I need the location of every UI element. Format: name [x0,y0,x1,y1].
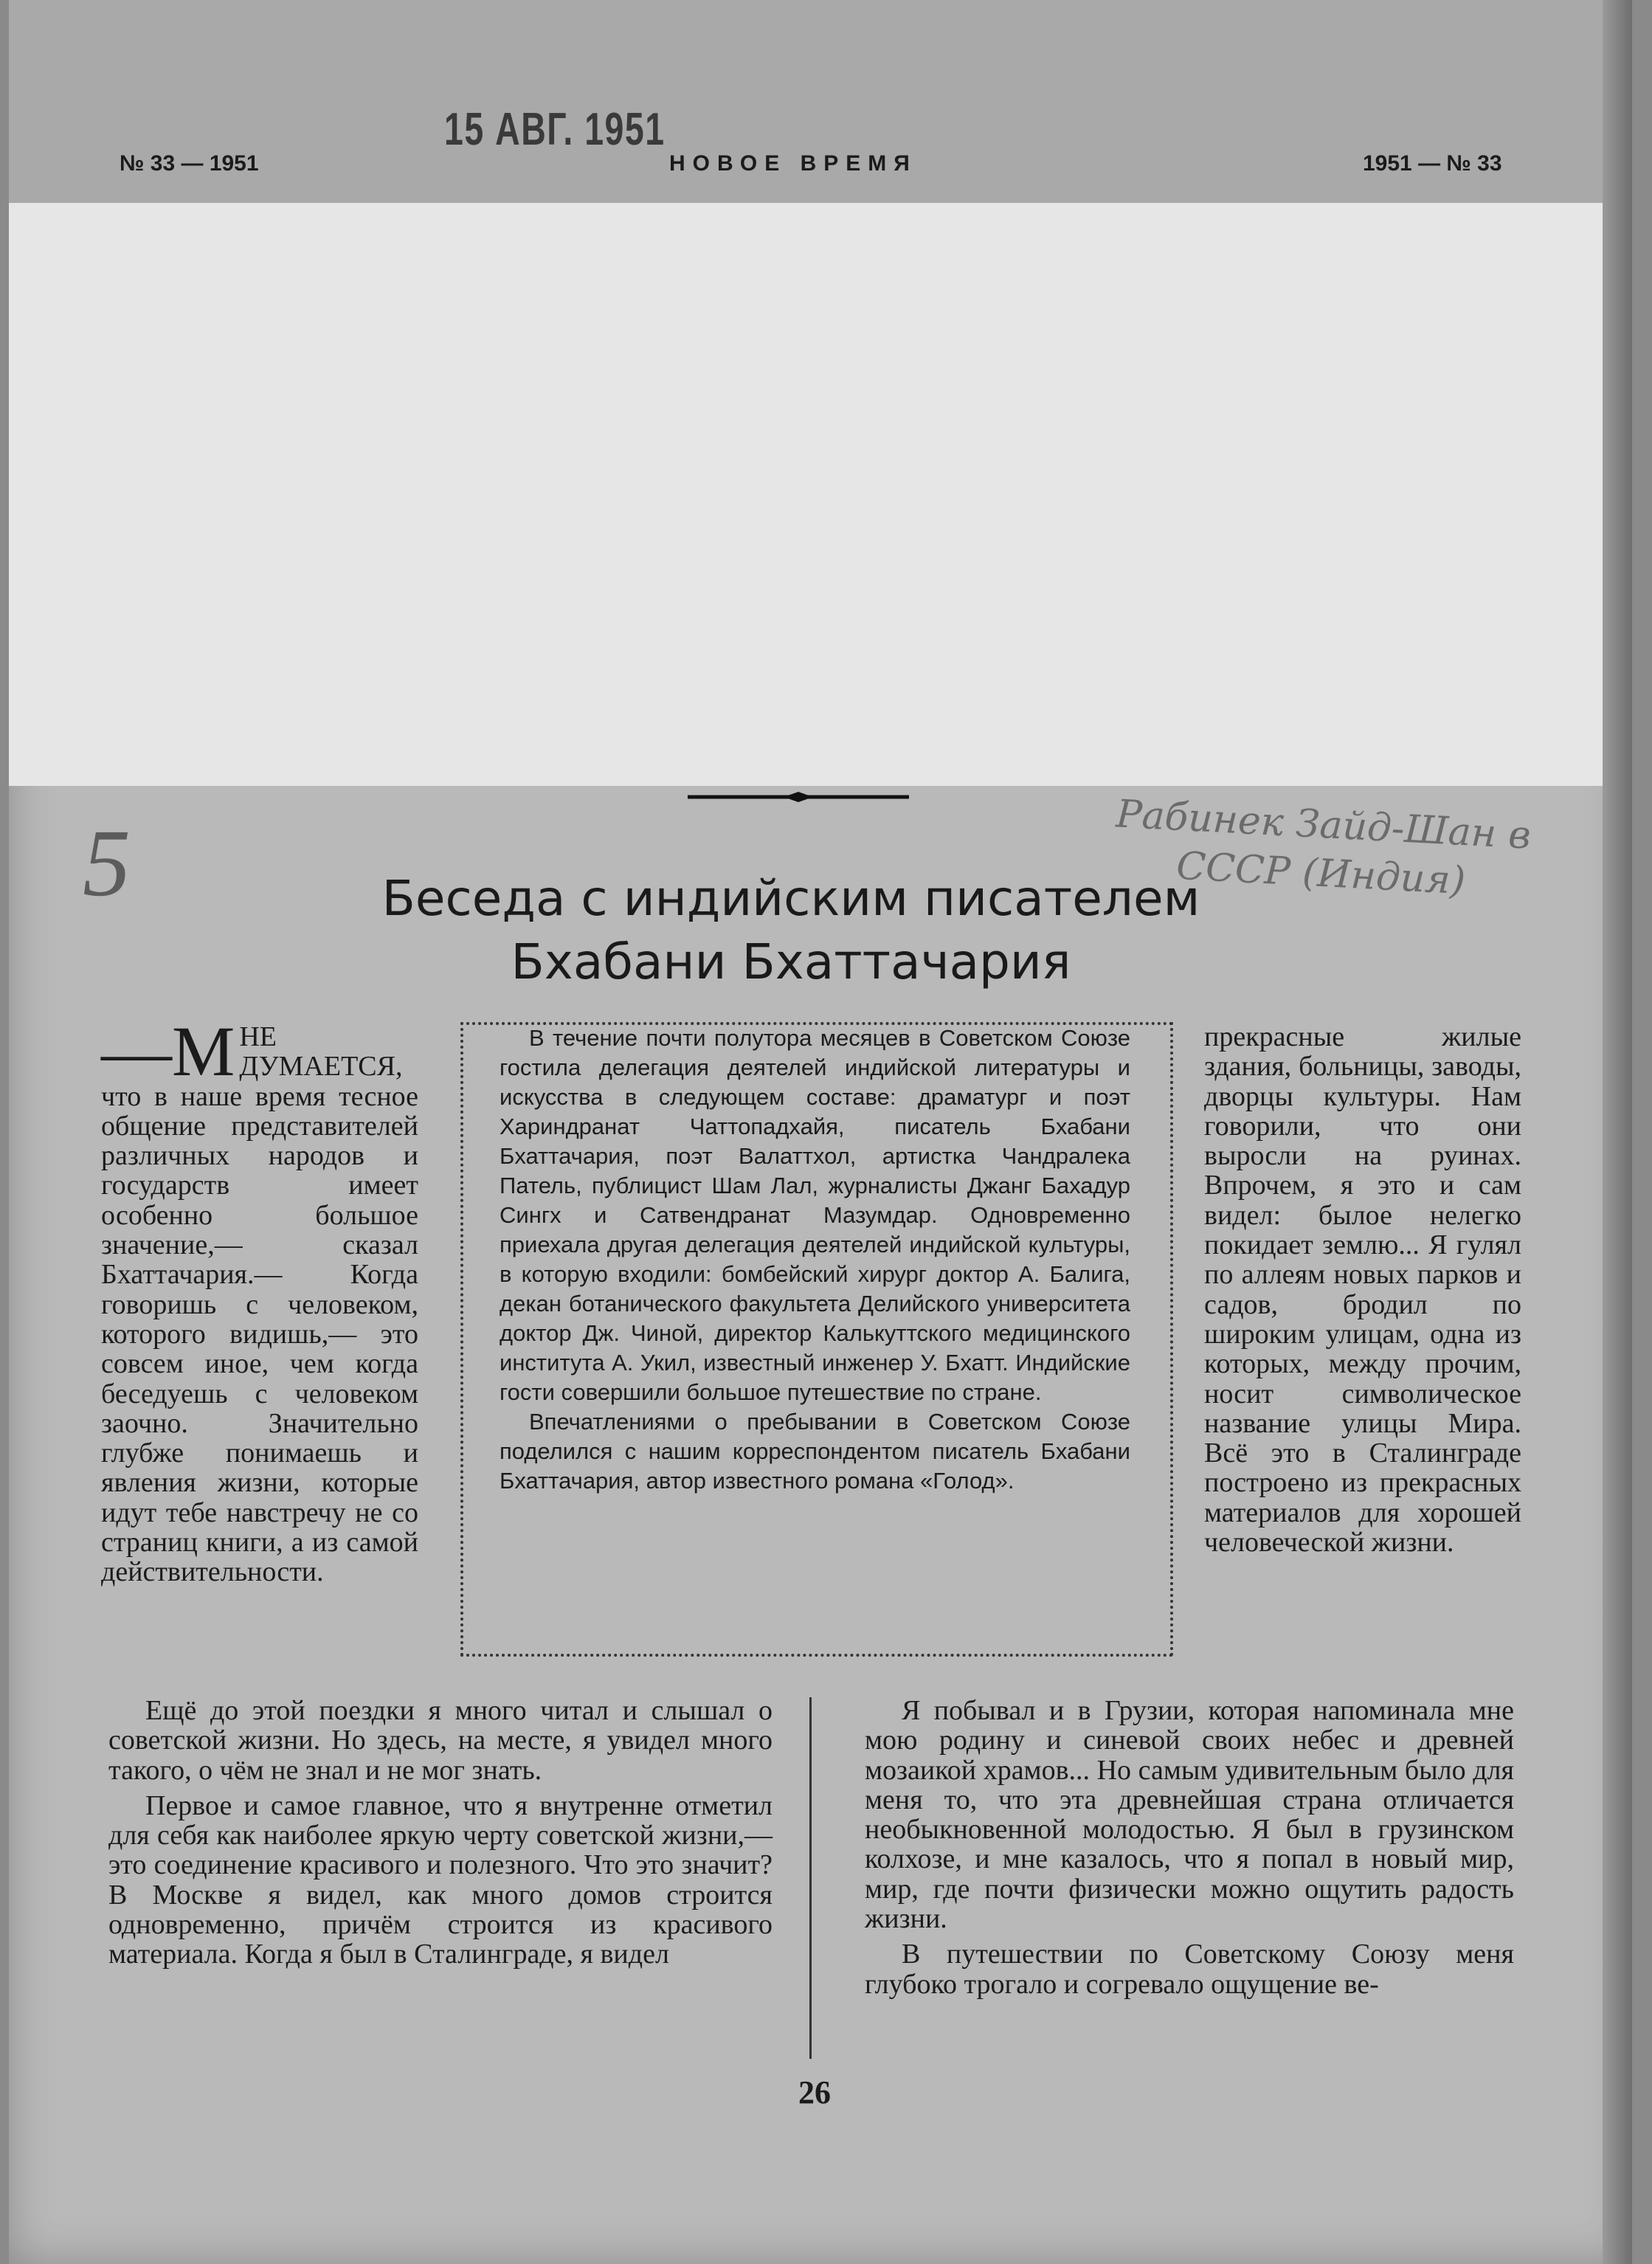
intro-paragraph: В течение почти полутора месяцев в Советском Союзе гостила делегация деятелей индийской литературы и искусства в следующем составе: драматург и поэт Хариндранат Чаттопадхайя, писатель Бхабани Бхаттачария, поэт Валаттхол, артистка Чандралека Патель, публицист Шам Лал, журналисты Джанг Бахадур Сингх и Сатвендранат Мазумдар. Одновременно приехала другая делегация деятелей индийской культуры, в которую входили: бомбейский хирург доктор А. Балига, декан ботанического факультета Делийского университета доктор Дж. Чиной, директор Калькуттского медицинского института А. Укил, известный инженер У. Бхатт. Индийские гости совершили большое путешествие по стране. [500,1025,1130,1405]
article-bottom-right-column [865,1696,1514,1999]
article-headline [201,867,1381,994]
headline-line-1: Беседа с индийским писателем [381,870,1200,927]
paragraph: Я побывал и в Грузии, которая напоминала мне мою родину и синевой своих небес и древней мозаикой храмов... Но самым удивительным было для меня то, что эта древнейшая страна отличается необыкновенной молодостью. Я был в грузинском колхозе, и мне казалось, что я попал в новый мир, мир, где почти физически можно ощутить радость жизни. [865,1695,1514,1935]
drop-cap: —М [101,1012,235,1091]
article-right-column [1204,1022,1521,1557]
paragraph: Ещё до этой поездки я много читал и слышал о советской жизни. Но здесь, на месте, я увидел много такого, о чём не знал и не мог знать. [108,1695,773,1786]
article-left-column [101,1012,418,1588]
paper-edge [1603,0,1632,2264]
margin-number: 5 [83,810,131,917]
right-column-text: прекрасные жилые здания, больницы, заводы, дворцы культуры. Нам говорили, что они выросли на руинах. Впрочем, я это и сам видел: былое нелегко покидает землю... Я гулял по аллеям новых парков и садов, бродил по широким улицам, одна из которых, между прочим, носит символическое название улицы Мира. Всё это в Сталинграде построено из прекрасных материалов для хорошей человеческой жизни. [1204,1021,1521,1559]
paragraph: В путешествии по Советскому Союзу меня глубоко трогало и согревало ощущение ве- [865,1939,1514,2000]
intro-paragraph: Впечатлениями о пребывании в Советском Союзе поделился с нашим корреспондентом писатель Бхабани Бхаттачария, автор известного романа «Голод». [500,1409,1130,1494]
article-bottom-left-column [108,1696,773,1970]
intro-text [500,1024,1130,1496]
paragraph: Первое и самое главное, что я внутренне отметил для себя как наиболее яркую черту советской жизни,— это соединение красивого и полезного. Что это значит? В Москве я видел, как много домов строится одновременно, причём строится из красивого материала. Когда я был в Сталинграде, я видел [108,1790,773,1970]
left-column-text: НЕ ДУМАЕТСЯ, что в наше время тесное общение представителей различных народов и государств имеет особенно большое значение,— сказал Бхаттачария.— Когда говоришь с человеком, которого видишь,— это совсем иное, чем когда беседуешь с человеком заочно. Значительно глубже понимаешь и явления жизни, которые идут тебе навстречу не со страниц книги, а из самой действительности. [101,1021,418,1588]
newspaper-page [9,0,1632,2264]
page-number: 26 [798,2074,831,2111]
date-stamp: 15 АВГ. 1951 [444,104,666,155]
headline-line-2: Бхабани Бхаттачария [511,933,1071,990]
pasted-blank-sheet [9,203,1632,786]
divider-ornament [688,790,909,804]
issue-number-left: № 33 — 1951 [120,151,259,176]
column-rule [809,1697,812,2059]
issue-number-right: 1951 — № 33 [1363,151,1502,176]
running-header [9,144,1632,188]
publication-title: НОВОЕ ВРЕМЯ [669,151,917,176]
pencil-annotation: Рабинек Зайд-Шан в СССР (Индия) [1115,792,1532,904]
